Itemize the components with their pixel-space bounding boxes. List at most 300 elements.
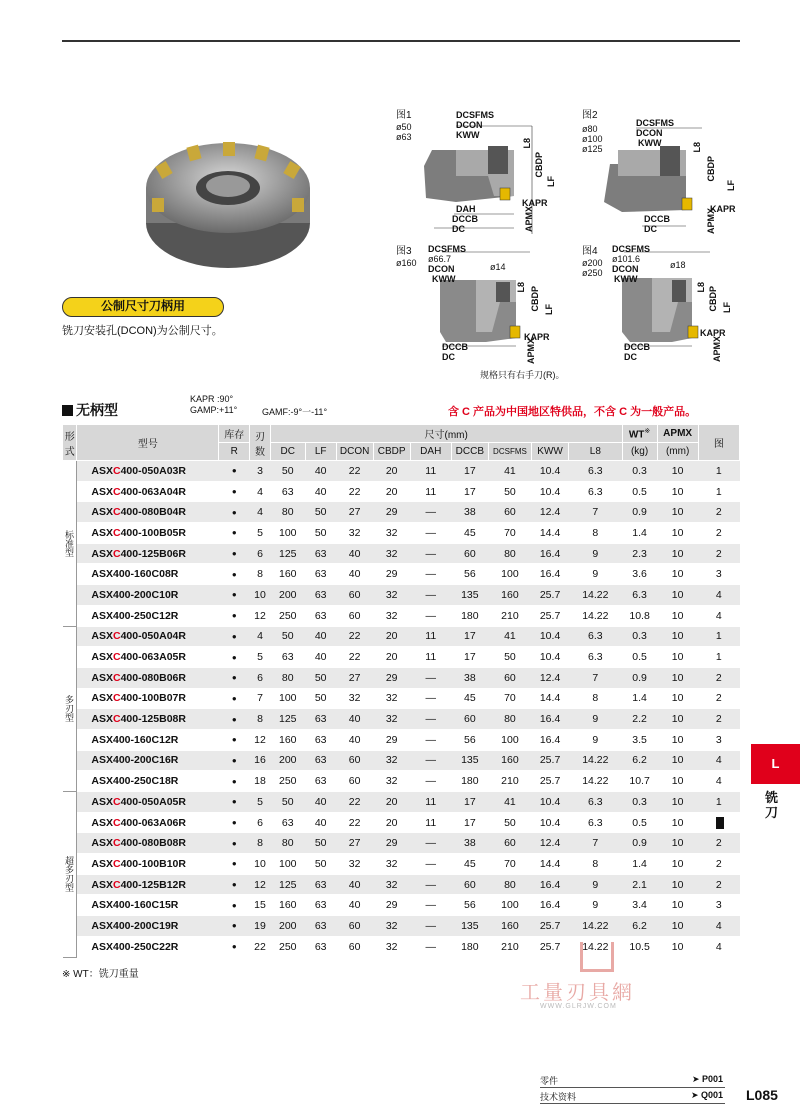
model-cell [77, 936, 219, 957]
fig4-d18: ø18 [670, 260, 686, 270]
model-prefix: ASX [91, 464, 113, 477]
cell-dah: — [410, 854, 451, 875]
cell-lf: 40 [305, 647, 336, 668]
fig2-lf: LF [726, 180, 736, 191]
cell-fig: 3 [698, 895, 739, 916]
model-prefix: ASX [91, 485, 113, 498]
cell-dccb: 17 [451, 647, 488, 668]
fig2-dcon: DCON [636, 128, 663, 138]
model-suffix: 400-200C16R [112, 754, 179, 767]
cell-apmx: 10 [657, 585, 698, 606]
cell-lf: 63 [305, 936, 336, 957]
cell-cbdp: 29 [373, 729, 410, 750]
model-cell [77, 729, 219, 750]
cell-dccb: 38 [451, 502, 488, 523]
cell-stock: ● [219, 461, 250, 482]
model-suffix: 400-080B08R [120, 837, 186, 850]
cell-teeth: 7 [250, 688, 271, 709]
model-suffix: 400-050A05R [120, 795, 186, 808]
model-cell [77, 481, 219, 502]
cell-wt: 6.2 [622, 916, 657, 937]
cell-stock: ● [219, 771, 250, 792]
cell-lf: 40 [305, 461, 336, 482]
section-title-text: 无柄型 [76, 402, 118, 418]
model-prefix: ASX [91, 609, 113, 622]
cell-dc: 50 [270, 461, 305, 482]
model-china-mark: C [112, 837, 121, 850]
cell-dcsfms: 50 [488, 647, 531, 668]
cell-cbdp: 20 [373, 647, 410, 668]
model-china-mark: C [112, 651, 121, 664]
cell-dcon: 40 [336, 874, 373, 895]
cell-apmx: 10 [657, 626, 698, 647]
cell-stock: ● [219, 523, 250, 544]
col-dccb: DCCB [451, 443, 488, 461]
col-dcon: DCON [336, 443, 373, 461]
cell-wt: 0.9 [622, 667, 657, 688]
model-prefix: ASX [91, 671, 113, 684]
cell-dcon: 32 [336, 854, 373, 875]
col-cbdp: CBDP [373, 443, 410, 461]
cell-l8: 8 [569, 688, 623, 709]
model-cell [77, 833, 219, 854]
model-cell [77, 812, 219, 833]
cell-teeth: 15 [250, 895, 271, 916]
cell-teeth: 16 [250, 750, 271, 771]
cell-dcsfms: 41 [488, 461, 531, 482]
col-fig: 图 [698, 425, 739, 461]
fig3-dcon: DCON [428, 264, 455, 274]
cell-dcsfms: 80 [488, 543, 531, 564]
model-cell [77, 750, 219, 771]
col-apmx-label: APMX [663, 428, 693, 439]
cell-dah: — [410, 833, 451, 854]
cell-dccb: 38 [451, 833, 488, 854]
angle-specs [190, 394, 237, 416]
metric-shank-badge: 公制尺寸刀柄用 [62, 297, 224, 317]
cell-dc: 100 [270, 854, 305, 875]
cell-dcsfms: 100 [488, 729, 531, 750]
cell-dcon: 60 [336, 605, 373, 626]
cell-kww: 25.7 [532, 605, 569, 626]
model-prefix: ASX [91, 651, 113, 664]
cell-lf: 50 [305, 854, 336, 875]
cell-teeth: 19 [250, 916, 271, 937]
model-cell [77, 854, 219, 875]
cell-dcsfms: 50 [488, 481, 531, 502]
fig4-lf: LF [722, 302, 732, 313]
table-row [63, 812, 740, 833]
cell-wt: 2.3 [622, 543, 657, 564]
cell-lf: 63 [305, 543, 336, 564]
cell-dcsfms: 60 [488, 502, 531, 523]
model-prefix: ASX [91, 816, 113, 829]
cell-fig: 1 [698, 461, 739, 482]
cell-dcon: 22 [336, 461, 373, 482]
cell-wt: 10.5 [622, 936, 657, 957]
cell-kww: 10.4 [532, 792, 569, 813]
cell-dc: 80 [270, 502, 305, 523]
cell-kww: 10.4 [532, 626, 569, 647]
model-prefix: ASX [91, 857, 113, 870]
kapr-spec: KAPR :90° [190, 394, 234, 404]
cell-fig: 2 [698, 874, 739, 895]
cell-dccb: 135 [451, 750, 488, 771]
cell-dccb: 17 [451, 461, 488, 482]
table-row [63, 564, 740, 585]
cell-dcsfms: 41 [488, 626, 531, 647]
model-suffix: 400-050A03R [120, 464, 186, 477]
cell-lf: 63 [305, 750, 336, 771]
cell-l8: 6.3 [569, 461, 623, 482]
cell-dah: 11 [410, 792, 451, 813]
cell-wt: 0.3 [622, 626, 657, 647]
cell-dccb: 60 [451, 543, 488, 564]
cell-l8: 6.3 [569, 481, 623, 502]
cell-dah: 11 [410, 461, 451, 482]
table-row [63, 461, 740, 482]
gamf-spec: GAMF:-9°一-11° [262, 407, 328, 417]
cell-cbdp: 20 [373, 626, 410, 647]
table-row [63, 502, 740, 523]
table-row [63, 771, 740, 792]
fig2-size-a: ø80 [582, 124, 598, 134]
fig3-d667: ø66.7 [428, 254, 452, 264]
cell-lf: 40 [305, 792, 336, 813]
cell-stock: ● [219, 647, 250, 668]
fig1-kapr: KAPR [522, 198, 548, 208]
model-cell [77, 667, 219, 688]
cell-kww: 12.4 [532, 502, 569, 523]
cell-lf: 40 [305, 626, 336, 647]
cell-apmx: 10 [657, 647, 698, 668]
cell-teeth: 4 [250, 502, 271, 523]
table-row [63, 688, 740, 709]
fig2-apmx: APMX [706, 208, 716, 235]
cell-cbdp: 20 [373, 481, 410, 502]
model-suffix: 400-100B10R [120, 857, 186, 870]
col-stock: 库存 [219, 425, 250, 443]
cell-dcon: 27 [336, 667, 373, 688]
cell-cbdp: 32 [373, 936, 410, 957]
cell-apmx: 10 [657, 481, 698, 502]
model-china-mark: C [112, 713, 121, 726]
cell-dccb: 56 [451, 729, 488, 750]
cell-dcon: 40 [336, 895, 373, 916]
col-dims: 尺寸(mm) [270, 425, 622, 443]
cell-kww: 25.7 [532, 916, 569, 937]
cell-dah: — [410, 709, 451, 730]
cell-teeth: 8 [250, 833, 271, 854]
cell-wt: 10.7 [622, 771, 657, 792]
fig3-kapr: KAPR [524, 332, 550, 342]
fig1-title: 图1 [396, 110, 412, 121]
cell-cbdp: 29 [373, 833, 410, 854]
cell-stock: ● [219, 564, 250, 585]
cell-lf: 63 [305, 916, 336, 937]
model-china-mark: C [112, 816, 121, 829]
fig2-size-b: ø100 [582, 134, 603, 144]
fig3-dc: DC [442, 352, 455, 362]
cell-dcon: 27 [336, 833, 373, 854]
model-cell [77, 916, 219, 937]
table-row [63, 585, 740, 606]
cell-wt: 0.5 [622, 647, 657, 668]
cell-wt: 0.5 [622, 812, 657, 833]
table-row [63, 523, 740, 544]
cell-fig: 2 [698, 523, 739, 544]
cell-teeth: 8 [250, 709, 271, 730]
cell-teeth: 12 [250, 874, 271, 895]
cell-dc: 100 [270, 688, 305, 709]
cell-l8: 8 [569, 523, 623, 544]
fig4-dccb: DCCB [624, 342, 650, 352]
model-prefix: ASX [91, 899, 113, 912]
col-wt-label: WT [628, 429, 645, 441]
cell-apmx: 10 [657, 667, 698, 688]
section-title [62, 400, 118, 420]
cell-dcon: 22 [336, 647, 373, 668]
cell-kww: 25.7 [532, 936, 569, 957]
cell-fig: 4 [698, 585, 739, 606]
cell-lf: 63 [305, 729, 336, 750]
cell-wt: 0.9 [622, 502, 657, 523]
cell-fig: 1 [698, 792, 739, 813]
cell-dc: 125 [270, 709, 305, 730]
model-china-mark: C [112, 857, 121, 870]
cell-dc: 80 [270, 667, 305, 688]
fig1-l8: L8 [522, 138, 532, 149]
spec-table-body [63, 461, 740, 958]
footer-tech-ref[interactable]: ➤ Q001 [690, 1090, 723, 1100]
cell-apmx: 10 [657, 916, 698, 937]
model-prefix: ASX [91, 506, 113, 519]
cell-wt: 10.8 [622, 605, 657, 626]
cell-cbdp: 20 [373, 792, 410, 813]
figure-1 [396, 106, 566, 238]
cell-cbdp: 32 [373, 750, 410, 771]
cell-stock: ● [219, 585, 250, 606]
fig1-kww: KWW [456, 130, 480, 140]
cell-teeth: 5 [250, 792, 271, 813]
cell-fig: 4 [698, 936, 739, 957]
cell-apmx: 10 [657, 502, 698, 523]
model-cell [77, 688, 219, 709]
model-prefix: ASX [91, 733, 113, 746]
cell-l8: 14.22 [569, 936, 623, 957]
cell-dah: — [410, 916, 451, 937]
model-prefix: ASX [91, 940, 113, 953]
cell-l8: 9 [569, 729, 623, 750]
cell-apmx: 10 [657, 750, 698, 771]
footer-tech-label: 技术资料 [540, 1092, 577, 1102]
cell-dccb: 135 [451, 916, 488, 937]
col-wt-mark: ※ [644, 427, 651, 435]
figure-2 [582, 106, 752, 238]
fig1-dcon: DCON [456, 120, 483, 130]
model-cell [77, 502, 219, 523]
cell-kww: 25.7 [532, 771, 569, 792]
cell-dccb: 60 [451, 874, 488, 895]
cell-dcsfms: 70 [488, 523, 531, 544]
model-cell [77, 709, 219, 730]
fig3-d14: ø14 [490, 262, 506, 272]
model-cell [77, 874, 219, 895]
model-prefix: ASX [91, 713, 113, 726]
fig1-apmx: APMX [524, 206, 534, 233]
cell-apmx: 10 [657, 771, 698, 792]
cell-dcsfms: 80 [488, 709, 531, 730]
cell-kww: 10.4 [532, 461, 569, 482]
cell-stock: ● [219, 895, 250, 916]
cell-stock: ● [219, 688, 250, 709]
cell-fig: 2 [698, 688, 739, 709]
cell-lf: 63 [305, 709, 336, 730]
cell-dcon: 40 [336, 709, 373, 730]
cell-fig: 3 [698, 564, 739, 585]
cell-stock: ● [219, 729, 250, 750]
cell-stock: ● [219, 854, 250, 875]
cell-wt: 1.4 [622, 688, 657, 709]
cell-lf: 40 [305, 481, 336, 502]
model-suffix: 400-160C15R [112, 899, 179, 912]
wt-note: ※ WT：铣刀重量 [62, 969, 139, 980]
cell-kww: 12.4 [532, 833, 569, 854]
cell-dc: 160 [270, 729, 305, 750]
cell-fig: 2 [698, 543, 739, 564]
model-suffix: 400-125B12R [120, 878, 186, 891]
fig1-dcsfms: DCSFMS [456, 110, 494, 120]
col-kww: KWW [532, 443, 569, 461]
model-china-mark: C [112, 506, 121, 519]
table-row [63, 667, 740, 688]
model-suffix: 400-160C08R [112, 568, 179, 581]
fig1-size-a: ø50 [396, 122, 412, 132]
cell-dah: — [410, 543, 451, 564]
page-number: L085 [746, 1087, 778, 1103]
cell-apmx: 10 [657, 792, 698, 813]
cell-dcon: 32 [336, 688, 373, 709]
footer-link-tech[interactable] [540, 1090, 725, 1104]
model-suffix: 400-063A06R [120, 816, 186, 829]
cell-cbdp: 32 [373, 543, 410, 564]
model-prefix: ASX [91, 568, 113, 581]
cell-dah: — [410, 936, 451, 957]
col-dah: DAH [410, 443, 451, 461]
cell-dcon: 22 [336, 481, 373, 502]
cell-dc: 125 [270, 543, 305, 564]
cell-stock: ● [219, 916, 250, 937]
cell-stock: ● [219, 874, 250, 895]
cell-wt: 1.4 [622, 523, 657, 544]
table-row [63, 936, 740, 957]
model-china-mark: C [112, 485, 121, 498]
cell-fig: 2 [698, 502, 739, 523]
cell-kww: 12.4 [532, 667, 569, 688]
cell-dah: — [410, 874, 451, 895]
cell-lf: 50 [305, 667, 336, 688]
cell-stock: ● [219, 709, 250, 730]
fig1-dah: DAH [456, 204, 476, 214]
cell-lf: 63 [305, 564, 336, 585]
figure-3 [396, 242, 576, 368]
fig3-dcsfms: DCSFMS [428, 244, 466, 254]
model-cell [77, 647, 219, 668]
top-rule [62, 40, 740, 42]
cell-dcsfms: 60 [488, 833, 531, 854]
cell-fig: 4 [698, 771, 739, 792]
group-label: 超多刃型 [63, 792, 77, 958]
cell-kww: 25.7 [532, 585, 569, 606]
model-prefix: ASX [91, 919, 113, 932]
cell-stock: ● [219, 833, 250, 854]
cell-dc: 160 [270, 564, 305, 585]
cell-dah: 11 [410, 481, 451, 502]
model-china-mark: C [112, 795, 121, 808]
cell-dah: — [410, 605, 451, 626]
model-cell [77, 771, 219, 792]
cell-teeth: 8 [250, 564, 271, 585]
cell-teeth: 4 [250, 481, 271, 502]
fig4-kapr: KAPR [700, 328, 726, 338]
cell-lf: 63 [305, 605, 336, 626]
cell-dccb: 45 [451, 854, 488, 875]
fig1-lf: LF [546, 176, 556, 187]
cell-dcsfms: 50 [488, 812, 531, 833]
cell-dccb: 38 [451, 667, 488, 688]
cell-apmx: 10 [657, 709, 698, 730]
cell-l8: 9 [569, 874, 623, 895]
cell-stock: ● [219, 626, 250, 647]
cell-fig: 1 [698, 626, 739, 647]
table-row [63, 895, 740, 916]
cell-dah: — [410, 585, 451, 606]
footer-parts-ref[interactable]: ➤ P001 [691, 1074, 723, 1084]
cell-fig: 2 [698, 833, 739, 854]
footer-link-parts[interactable] [540, 1074, 725, 1088]
cell-cbdp: 32 [373, 709, 410, 730]
model-cell [77, 792, 219, 813]
col-apmx-unit: (mm) [657, 443, 698, 461]
fig4-d1016: ø101.6 [612, 254, 641, 264]
col-form: 形式 [63, 425, 77, 461]
col-stock-r: R [219, 443, 250, 461]
section-tab-letter[interactable]: L [751, 744, 800, 784]
cell-dah: 11 [410, 647, 451, 668]
cell-lf: 40 [305, 812, 336, 833]
cell-lf: 50 [305, 523, 336, 544]
cell-dccb: 17 [451, 792, 488, 813]
fig3-title: 图3 [396, 246, 412, 257]
cell-kww: 16.4 [532, 874, 569, 895]
fig1-cbdp: CBDP [534, 152, 544, 178]
cell-kww: 16.4 [532, 895, 569, 916]
cell-dc: 160 [270, 895, 305, 916]
cell-lf: 63 [305, 585, 336, 606]
model-cell [77, 605, 219, 626]
model-suffix: 400-250C18R [112, 775, 179, 788]
cell-dccb: 56 [451, 564, 488, 585]
model-prefix: ASX [91, 795, 113, 808]
cell-kww: 25.7 [532, 750, 569, 771]
cell-dcsfms: 210 [488, 771, 531, 792]
cell-wt: 0.5 [622, 481, 657, 502]
cell-fig: 4 [698, 605, 739, 626]
cell-apmx: 10 [657, 688, 698, 709]
cell-dccb: 60 [451, 709, 488, 730]
cell-teeth: 3 [250, 461, 271, 482]
cell-dcon: 22 [336, 792, 373, 813]
